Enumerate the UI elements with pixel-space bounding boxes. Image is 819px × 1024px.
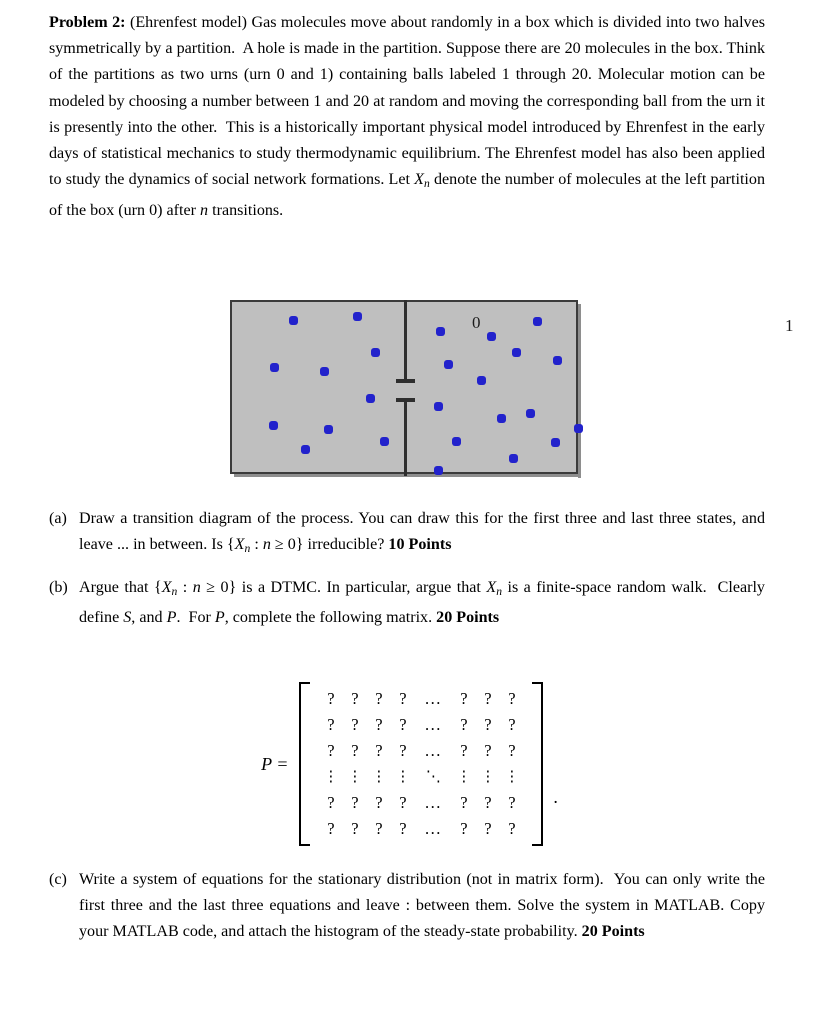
- partition-lower: [404, 401, 407, 476]
- matrix-cell-r1-c0: ?: [327, 715, 335, 734]
- molecule-dot-right-6: [477, 376, 486, 385]
- matrix-cell-r5-c3: ?: [399, 819, 407, 838]
- molecule-dot-right-1: [487, 332, 496, 341]
- part-a: [49, 506, 765, 563]
- matrix-trailing-period: .: [553, 787, 558, 807]
- part-c-text: Write a system of equations for the stationary distribution (not in matrix form). You can only write the first three and the last three equations and leave : between them. Solve the system in MATLAB. Copy your MATLAB code, and attach the histogram of the steady-state probability. 20 Points: [79, 871, 765, 941]
- molecule-dot-right-8: [497, 414, 506, 423]
- molecule-dot-left-5: [366, 394, 375, 403]
- matrix-cell-r2-c6: ?: [484, 741, 492, 760]
- matrix-cell-r3-c4: ⋱: [425, 769, 441, 785]
- matrix-cell-r0-c6: ?: [484, 689, 492, 708]
- box-shadow-bottom: [234, 474, 581, 477]
- part-a-points: 10 Points: [388, 536, 452, 554]
- matrix-cell-r4-c3: ?: [399, 793, 407, 812]
- urn-label-left: 0: [472, 313, 481, 332]
- matrix-cell-r0-c5: ?: [460, 689, 468, 708]
- ehrenfest-box-figure: [0, 296, 819, 482]
- matrix-cell-r5-c6: ?: [484, 819, 492, 838]
- matrix-cell-r4-c6: ?: [484, 793, 492, 812]
- problem-body: (Ehrenfest model) Gas molecules move about randomly in a box which is divided into two halves symmetrically by a partition. A hole is made in the partition. Suppose there are 20 molecules in the box. Think of the partitions as two urns (urn 0 and 1) containing balls labeled 1 through 20. Molecular motion can be modeled by choosing a number between 1 and 20 at random and moving the corresponding ball from the urn it is presently into the other. This is a historically important physical model introduced by Ehrenfest in the early days of statistical mechanics to study thermodynamic equilibrium. The Ehrenfest model has also been applied to study the dynamics of social network formations. Let $X_n$ denote the number of molecules at the left partition of the box (urn 0) after n transitions.: [49, 14, 765, 219]
- molecule-dot-left-1: [353, 312, 362, 321]
- matrix-cell-r4-c1: ?: [351, 793, 359, 812]
- matrix-bracket-left: [299, 682, 310, 846]
- molecule-dot-left-4: [371, 348, 380, 357]
- matrix-cell-r1-c6: ?: [484, 715, 492, 734]
- matrix-cell-r0-c0: ?: [327, 689, 335, 708]
- matrix-cell-r2-c1: ?: [351, 741, 359, 760]
- urn-label-right: 1: [785, 316, 794, 335]
- molecule-dot-left-0: [289, 316, 298, 325]
- matrix-cell-r1-c5: ?: [460, 715, 468, 734]
- matrix-cell-r3-c0: ⋮: [323, 769, 339, 785]
- matrix-cell-r1-c1: ?: [351, 715, 359, 734]
- matrix-cell-r3-c2: ⋮: [371, 769, 387, 785]
- part-b-tag: (b): [49, 579, 68, 596]
- molecule-dot-left-7: [301, 445, 310, 454]
- matrix-bracket-right: [532, 682, 543, 846]
- matrix-cell-r3-c7: ⋮: [504, 769, 520, 785]
- partition-hole-upper-cap: [396, 379, 415, 383]
- matrix-cell-r2-c4: ...: [424, 741, 442, 760]
- matrix-cell-r5-c7: ?: [508, 819, 516, 838]
- matrix-cell-r3-c3: ⋮: [395, 769, 411, 785]
- problem-heading: Problem 2:: [49, 14, 126, 31]
- matrix-cell-r1-c2: ?: [375, 715, 383, 734]
- matrix-cell-r4-c0: ?: [327, 793, 335, 812]
- molecule-dot-left-6: [269, 421, 278, 430]
- matrix-cell-r5-c2: ?: [375, 819, 383, 838]
- box-shadow-right: [578, 304, 581, 478]
- matrix-cell-r3-c1: ⋮: [347, 769, 363, 785]
- part-b: [49, 575, 765, 632]
- matrix-cell-r0-c2: ?: [375, 689, 383, 708]
- molecule-dot-left-8: [324, 425, 333, 434]
- matrix-cell-r1-c4: ...: [424, 715, 442, 734]
- molecule-dot-right-2: [512, 348, 521, 357]
- matrix-cell-r4-c5: ?: [460, 793, 468, 812]
- matrix-cell-r4-c7: ?: [508, 793, 516, 812]
- molecule-dot-right-5: [553, 356, 562, 365]
- matrix-cell-r2-c3: ?: [399, 741, 407, 760]
- partition-upper: [404, 300, 407, 380]
- matrix-cell-r0-c4: ...: [424, 689, 442, 708]
- problem-statement: [49, 10, 765, 224]
- molecule-dot-right-13: [574, 424, 583, 433]
- matrix-cell-r3-c6: ⋮: [480, 769, 496, 785]
- part-c-tag: (c): [49, 871, 67, 888]
- molecule-dot-right-11: [509, 454, 518, 463]
- molecule-dot-right-10: [452, 437, 461, 446]
- transition-matrix-figure: [0, 672, 819, 856]
- molecule-dot-left-9: [380, 437, 389, 446]
- part-b-points: 20 Points: [436, 609, 500, 627]
- matrix-cell-r5-c1: ?: [351, 819, 359, 838]
- matrix-cell-r1-c7: ?: [508, 715, 516, 734]
- molecule-dot-left-3: [320, 367, 329, 376]
- molecule-dot-right-7: [434, 402, 443, 411]
- molecule-dot-right-14: [434, 466, 443, 475]
- molecule-dot-right-9: [526, 409, 535, 418]
- molecule-dot-right-12: [551, 438, 560, 447]
- part-a-tag: (a): [49, 510, 67, 527]
- matrix-cell-r3-c5: ⋮: [456, 769, 472, 785]
- matrix-cell-r1-c3: ?: [399, 715, 407, 734]
- matrix-cell-r5-c0: ?: [327, 819, 335, 838]
- matrix-cell-r2-c0: ?: [327, 741, 335, 760]
- matrix-cell-r4-c4: ...: [424, 793, 442, 812]
- matrix-cell-r2-c7: ?: [508, 741, 516, 760]
- matrix-grid: [317, 680, 525, 848]
- matrix-cell-r5-c4: ...: [424, 819, 442, 838]
- matrix-cell-r0-c7: ?: [508, 689, 516, 708]
- part-c: [49, 867, 765, 946]
- molecule-dot-left-2: [270, 363, 279, 372]
- part-c-points: 20 Points: [581, 923, 645, 941]
- matrix-label: P =: [261, 753, 289, 774]
- matrix-cell-r0-c3: ?: [399, 689, 407, 708]
- matrix-cell-r5-c5: ?: [460, 819, 468, 838]
- molecule-dot-right-4: [444, 360, 453, 369]
- molecule-dot-right-0: [436, 327, 445, 336]
- matrix-cell-r2-c2: ?: [375, 741, 383, 760]
- part-a-text: Draw a transition diagram of the process. You can draw this for the first three and last three states, and leave ... in between. Is {$X_n$ : n ≥ 0} irreducible? 10 Points: [79, 510, 765, 556]
- matrix-cell-r4-c2: ?: [375, 793, 383, 812]
- matrix-cell-r2-c5: ?: [460, 741, 468, 760]
- matrix-cell-r0-c1: ?: [351, 689, 359, 708]
- molecule-dot-right-3: [533, 317, 542, 326]
- part-b-text: Argue that {$X_n$ : n ≥ 0} is a DTMC. In particular, argue that $X_n$ is a finite-space random walk. Clearly define S, and P. For P, complete the following matrix. 20 Points: [79, 579, 765, 627]
